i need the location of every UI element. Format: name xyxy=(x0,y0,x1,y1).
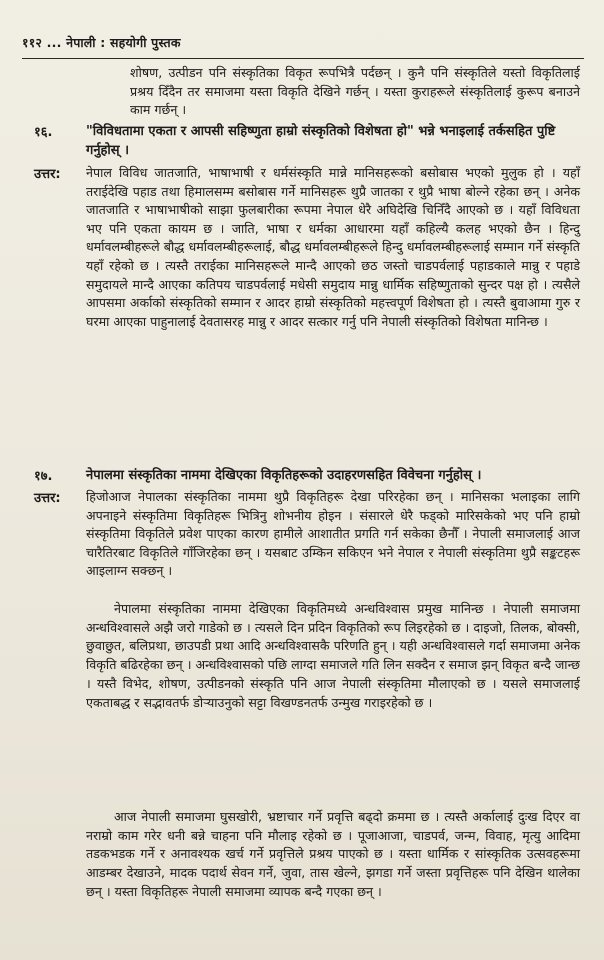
intro-continuation: शोषण, उत्पीडन पनि संस्कृतिका विकृत रूपभित्रै पर्दछन् । कुनै पनि संस्कृतिले यस्तो विकृतिलाई प्रश्रय दिँदैन तर समाजमा यस्ता विकृति देखिने गर्छन् । यस्ता कुराहरूले संस्कृतिलाई कुरूप बनाउने काम गर्छन् । xyxy=(130,65,580,117)
answer-16-text: नेपाल विविध जातजाति, भाषाभाषी र धर्मसंस्कृति मान्ने मानिसहरूको बसोबास भएको मुलुक हो । यहाँ तराईदेखि पहाड तथा हिमालसम्म बसोबास गर्ने मानिसहरू थुप्रै जातका र थुप्रै भाषा बोल्ने रहेका छन् । अनेक जातजाति र भाषाभाषीको साझा फुलबारीका रूपमा नेपाल धेरै अघिदेखि चिनिँदै आएको छ । यहाँ विविधता भए पनि एकता कायम छ । जाति, भाषा र धर्मका आधारमा यहाँ कहिल्यै कलह भएको छैन । हिन्दु धर्मावलम्बीहरूले बौद्ध धर्मावलम्बीहरूलाई, बौद्ध धर्मावलम्बीहरूले हिन्दु धर्मावलम्बीहरूलाई सम्मान गर्ने संस्कृति यहाँ रहेको छ । त्यस्तै तराईका मानिसहरूले मान्दै आएको छठ जस्तो चाडपर्वलाई पहाडकाले मान्नु र पहाडे समुदायले मान्दै आएका कतिपय चाडपर्वलाई मधेसी समुदाय मान्नु धार्मिक सहिष्णुताको सुन्दर पक्ष हो । त्यसैले आपसमा अर्काको संस्कृतिको सम्मान र आदर हाम्रो संस्कृतिको महत्त्वपूर्ण विशेषता हो । त्यस्तै बुवाआमा गुरु र घरमा आएका पाहुनालाई देवतासरह मान्नु र आदर सत्कार गर्नु पनि नेपाली संस्कृतिको विशेषता मानिन्छ । xyxy=(86,165,580,329)
page-number: ११२ xyxy=(22,35,43,50)
question-17-number: १७. xyxy=(34,469,53,484)
answer-17-paragraph-1: नेपालमा संस्कृतिका नाममा देखिएका विकृतिमध्ये अन्धविश्वास प्रमुख मानिन्छ । नेपाली समाजमा अन्धविश्वासले अझै जरो गाडेको छ । त्यसले दिन प्रदिन विकृतिको रूप लिइरहेको छ । दाइजो, तिलक, बोक्सी, छुवाछुत, बलिप्रथा, छाउपडी प्रथा आदि अन्धविश्वासकै परिणति हुन् । यही अन्धविश्वासले गर्दा समाजमा अनेक विकृति बढिरहेका छन् । अन्धविश्वासको पछि लाग्दा समाजले गति लिन सक्दैन र समाज झन् विकृत बन्दै जान्छ । यस्तै विभेद, शोषण, उत्पीडनको संस्कृति पनि आज नेपाली संस्कृतिमा मौलाएको छ । यसले समाजलाई एकताबद्ध र सद्भावतर्फ डोऱ्याउनुको सट्टा विखण्डनतर्फ उन्मुख गराइरहेको छ । xyxy=(86,601,580,710)
answer-17-label: उत्तर: xyxy=(34,491,61,506)
answer-17-paragraph-2: आज नेपाली समाजमा घुसखोरी, भ्रष्टाचार गर्ने प्रवृत्ति बढ्दो क्रममा छ । त्यस्तै अर्कालाई दुःख दिएर वा नराम्रो काम गरेर धनी बन्ने चाहना पनि मौलाइ रहेको छ । पूजाआजा, चाडपर्व, जन्म, विवाह, मृत्यु आदिमा तडकभडक गर्ने र अनावश्यक खर्च गर्ने प्रवृत्तिले प्रश्रय पाएको छ । यस्ता धार्मिक र सांस्कृतिक उत्सवहरूमा आडम्बर देखाउने, मादक पदार्थ सेवन गर्ने, जुवा, तास खेल्ने, झगडा गर्ने जस्ता प्रवृत्तिहरू पनि देखिन थालेका छन् । यस्ता विकृतिहरू नेपाली समाजमा व्यापक बन्दै गएका छन् । xyxy=(86,809,580,899)
question-17-text: नेपालमा संस्कृतिका नाममा देखिएका विकृतिहरूको उदाहरणसहित विवेचना गर्नुहोस् । xyxy=(86,468,482,483)
header-rule xyxy=(22,58,584,59)
running-header xyxy=(22,34,582,60)
answer-17-text: हिजोआज नेपालका संस्कृतिका नाममा थुप्रै विकृतिहरू देखा परिरहेका छन् । मानिसका भलाइका लागि अपनाइने संस्कृतिमा विकृतिहरू भित्रिनु शोभनीय होइन । संसारले धेरै फड्को मारिसकेको भए पनि हाम्रो संस्कृतिमा विकृतिले प्रवेश पाएका कारण हामीले आशातीत प्रगति गर्न सकेका छैनौँ । नेपाली समाजलाई आज चारैतिरबाट विकृतिले गाँजिरहेका छन् । यसबाट उम्किन सकिएन भने नेपाल र नेपाली संस्कृतिमा थुप्रै सङ्कटहरू आइलाग्न सक्छन् । xyxy=(86,489,580,579)
question-16-number: १६. xyxy=(34,125,53,140)
question-16-text: "विविधतामा एकता र आपसी सहिष्णुता हाम्रो संस्कृतिको विशेषता हो" भन्ने भनाइलाई तर्कसहित पुष्टि गर्नुहोस् । xyxy=(86,124,556,158)
answer-16-label: उत्तर: xyxy=(34,167,61,182)
running-title: नेपाली : सहयोगी पुस्तक xyxy=(66,35,181,50)
header-separator: ... xyxy=(46,35,62,50)
